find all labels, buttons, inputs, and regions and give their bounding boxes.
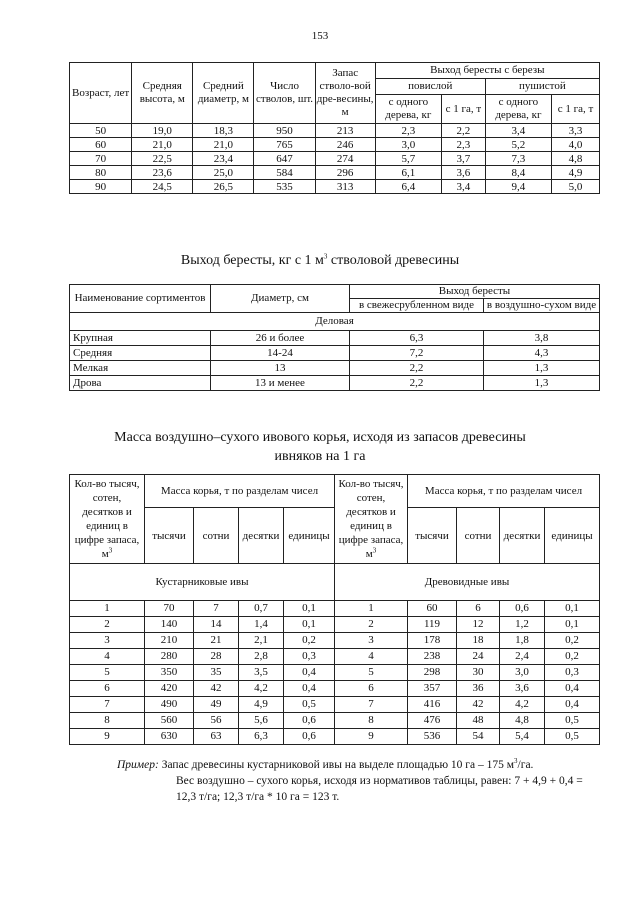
willow-bark-mass-table [69, 474, 600, 745]
cell: 6,3 [239, 729, 284, 745]
cell: 2,2 [350, 361, 484, 376]
cell: 48 [457, 713, 500, 729]
cell: 3,3 [552, 124, 600, 138]
cell: 0,7 [239, 601, 284, 617]
cell: 54 [457, 729, 500, 745]
cell: 3,0 [375, 138, 441, 152]
cell: 9,4 [485, 180, 551, 194]
cell: 416 [408, 697, 457, 713]
header-bark-output: Выход бересты [350, 285, 600, 299]
cell: 4,3 [484, 346, 600, 361]
section-tree-willows: Древовидные ивы [335, 564, 600, 601]
cell: 14 [194, 617, 239, 633]
cell: 1 [70, 601, 145, 617]
cell: 23,6 [132, 166, 193, 180]
table-row [70, 697, 600, 713]
table-row [70, 681, 600, 697]
cell: 3,5 [239, 665, 284, 681]
cell: 2,8 [239, 649, 284, 665]
table-row [70, 376, 600, 391]
table-row [70, 361, 600, 376]
cell: 1,8 [500, 633, 545, 649]
cell: 7 [335, 697, 408, 713]
cell: 7,3 [485, 152, 551, 166]
section-title-willow-bark [0, 428, 640, 466]
bark-output-by-assortment-table [69, 284, 600, 391]
cell: 50 [70, 124, 132, 138]
title-line: ивняков на 1 га [274, 449, 366, 464]
table-row [70, 152, 600, 166]
cell: 49 [194, 697, 239, 713]
cell: 4,0 [552, 138, 600, 152]
header-thousands: тысячи [408, 508, 457, 564]
header-age: Возраст, лет [70, 63, 132, 124]
title-superscript: 3 [323, 252, 328, 261]
cell: 213 [315, 124, 375, 138]
table-row [70, 166, 600, 180]
table-row [70, 346, 600, 361]
table-row [70, 180, 600, 194]
table-row [70, 331, 600, 346]
header-per-ha: с 1 га, т [552, 95, 600, 124]
cell: 3,8 [484, 331, 600, 346]
header-per-tree: с одного дерева, кг [485, 95, 551, 124]
table-row [70, 124, 600, 138]
cell: 25,0 [193, 166, 254, 180]
cell: 3,0 [500, 665, 545, 681]
cell: 4,9 [239, 697, 284, 713]
cell: Мелкая [70, 361, 211, 376]
cell: 26 и более [211, 331, 350, 346]
cell: 42 [457, 697, 500, 713]
cell: 24,5 [132, 180, 193, 194]
cell: 9 [335, 729, 408, 745]
header-tens: десятки [500, 508, 545, 564]
cell: 21,0 [132, 138, 193, 152]
cell: 60 [408, 601, 457, 617]
cell: 476 [408, 713, 457, 729]
cell: 7 [70, 697, 145, 713]
cell: 584 [254, 166, 315, 180]
header-dry: в воздушно-сухом виде [484, 299, 600, 313]
note-label: Пример: [117, 759, 159, 771]
cell: 5,0 [552, 180, 600, 194]
cell: 6,3 [350, 331, 484, 346]
cell: 9 [70, 729, 145, 745]
cell: 535 [254, 180, 315, 194]
cell: 630 [145, 729, 194, 745]
cell: 2 [335, 617, 408, 633]
cell: 6 [335, 681, 408, 697]
cell: 0,1 [545, 617, 600, 633]
cell: 4,9 [552, 166, 600, 180]
cell: 70 [70, 152, 132, 166]
cell: 0,4 [284, 681, 335, 697]
cell: Дрова [70, 376, 211, 391]
header-text: Кол-во тысяч, сотен, десятков и единиц в цифре запаса, м [74, 478, 140, 560]
header-mass: Масса корья, т по разделам чисел [145, 475, 335, 508]
title-line: Масса воздушно–сухого ивового корья, исходя из запасов древесины [114, 430, 526, 445]
cell: 0,5 [545, 729, 600, 745]
header-mass: Масса корья, т по разделам чисел [408, 475, 600, 508]
cell: 0,4 [284, 665, 335, 681]
cell: Крупная [70, 331, 211, 346]
header-diameter-cm: Диаметр, см [211, 285, 350, 313]
cell: 7 [194, 601, 239, 617]
cell: 0,2 [284, 633, 335, 649]
cell: 5,6 [239, 713, 284, 729]
header-superscript: 3 [108, 546, 113, 555]
example-note [117, 757, 597, 805]
title-part: стволовой древесины [327, 253, 460, 268]
cell: 8 [70, 713, 145, 729]
cell: 21,0 [193, 138, 254, 152]
cell: 13 и менее [211, 376, 350, 391]
cell: 238 [408, 649, 457, 665]
note-text: Вес воздушно – сухого корья, исходя из нормативов таблицы, равен: 7 + 4,9 + 0,4 = 12,3 т/га; 12,3 т/га * 10 га = 123 т. [176, 775, 583, 803]
cell: 274 [315, 152, 375, 166]
cell: 296 [315, 166, 375, 180]
cell: 1,4 [239, 617, 284, 633]
header-fresh: в свежесрубленном виде [350, 299, 484, 313]
header-assortment-name: Наименование сортиментов [70, 285, 211, 313]
header-povisloy: повислой [375, 79, 485, 95]
table-row [70, 665, 600, 681]
cell: 3 [335, 633, 408, 649]
cell: 3 [70, 633, 145, 649]
cell: 4,8 [500, 713, 545, 729]
cell: 7,2 [350, 346, 484, 361]
cell: 5,4 [500, 729, 545, 745]
cell: 3,4 [485, 124, 551, 138]
table-row [70, 601, 600, 617]
cell: 5 [335, 665, 408, 681]
cell: 1,3 [484, 361, 600, 376]
cell: 4,2 [500, 697, 545, 713]
cell: 21 [194, 633, 239, 649]
cell: 0,6 [284, 729, 335, 745]
cell: 6 [457, 601, 500, 617]
header-quantity [70, 475, 145, 564]
cell: 178 [408, 633, 457, 649]
cell: 2,3 [375, 124, 441, 138]
table-row [70, 713, 600, 729]
section-row-delovaya: Деловая [70, 313, 600, 331]
cell: 13 [211, 361, 350, 376]
cell: 0,5 [284, 697, 335, 713]
cell: 950 [254, 124, 315, 138]
cell: 5 [70, 665, 145, 681]
header-wood-stock: Запас стволо-вой дре-весины, м [315, 63, 375, 124]
cell: 298 [408, 665, 457, 681]
cell: 2,2 [441, 124, 485, 138]
cell: 26,5 [193, 180, 254, 194]
cell: 4 [335, 649, 408, 665]
cell: 24 [457, 649, 500, 665]
note-text: /га. [517, 759, 534, 771]
cell: 8 [335, 713, 408, 729]
table-row [70, 633, 600, 649]
cell: 2,3 [441, 138, 485, 152]
cell: 14-24 [211, 346, 350, 361]
header-hundreds: сотни [194, 508, 239, 564]
cell: 36 [457, 681, 500, 697]
header-height: Средняя высота, м [132, 63, 193, 124]
cell: 560 [145, 713, 194, 729]
cell: 42 [194, 681, 239, 697]
cell: 1 [335, 601, 408, 617]
cell: 63 [194, 729, 239, 745]
cell: 0,1 [545, 601, 600, 617]
header-text: Кол-во тысяч, сотен, десятков и единиц в цифре запаса, м [338, 478, 404, 560]
cell: 90 [70, 180, 132, 194]
cell: 4 [70, 649, 145, 665]
header-hundreds: сотни [457, 508, 500, 564]
cell: 0,3 [545, 665, 600, 681]
cell: 490 [145, 697, 194, 713]
header-units: единицы [545, 508, 600, 564]
cell: 5,2 [485, 138, 551, 152]
cell: 28 [194, 649, 239, 665]
section-shrub-willows: Кустарниковые ивы [70, 564, 335, 601]
header-quantity [335, 475, 408, 564]
note-superscript: 3 [514, 757, 518, 766]
cell: 0,4 [545, 681, 600, 697]
header-stem-count: Число стволов, шт. [254, 63, 315, 124]
cell: 0,3 [284, 649, 335, 665]
cell: 119 [408, 617, 457, 633]
cell: 2,2 [350, 376, 484, 391]
page-number: 153 [311, 30, 329, 42]
cell: 70 [145, 601, 194, 617]
cell: 210 [145, 633, 194, 649]
cell: 3,6 [441, 166, 485, 180]
cell: 4,8 [552, 152, 600, 166]
cell: Средняя [70, 346, 211, 361]
cell: 18,3 [193, 124, 254, 138]
header-pushistoy: пушистой [485, 79, 599, 95]
cell: 357 [408, 681, 457, 697]
cell: 140 [145, 617, 194, 633]
title-part: Выход бересты, кг с 1 м [180, 253, 324, 268]
birch-bark-yield-table [69, 62, 600, 194]
header-diameter: Средний диаметр, м [193, 63, 254, 124]
cell: 0,2 [545, 649, 600, 665]
cell: 56 [194, 713, 239, 729]
header-superscript: 3 [372, 546, 377, 555]
cell: 0,5 [545, 713, 600, 729]
cell: 313 [315, 180, 375, 194]
cell: 0,6 [500, 601, 545, 617]
cell: 3,6 [500, 681, 545, 697]
header-units: единицы [284, 508, 335, 564]
cell: 420 [145, 681, 194, 697]
cell: 60 [70, 138, 132, 152]
cell: 35 [194, 665, 239, 681]
cell: 350 [145, 665, 194, 681]
cell: 4,2 [239, 681, 284, 697]
cell: 30 [457, 665, 500, 681]
note-text: Запас древесины кустарниковой ивы на выделе площадью 10 га – 175 м [158, 759, 515, 771]
cell: 536 [408, 729, 457, 745]
cell: 1,3 [484, 376, 600, 391]
cell: 6 [70, 681, 145, 697]
cell: 280 [145, 649, 194, 665]
cell: 2,1 [239, 633, 284, 649]
cell: 2 [70, 617, 145, 633]
cell: 23,4 [193, 152, 254, 166]
cell: 12 [457, 617, 500, 633]
cell: 0,6 [284, 713, 335, 729]
cell: 3,4 [441, 180, 485, 194]
cell: 647 [254, 152, 315, 166]
cell: 80 [70, 166, 132, 180]
header-thousands: тысячи [145, 508, 194, 564]
cell: 2,4 [500, 649, 545, 665]
cell: 0,4 [545, 697, 600, 713]
cell: 3,7 [441, 152, 485, 166]
cell: 18 [457, 633, 500, 649]
cell: 0,2 [545, 633, 600, 649]
cell: 8,4 [485, 166, 551, 180]
table-row [70, 138, 600, 152]
cell: 0,1 [284, 601, 335, 617]
header-bark-output: Выход бересты с березы [375, 63, 599, 79]
table-row [70, 649, 600, 665]
cell: 0,1 [284, 617, 335, 633]
cell: 19,0 [132, 124, 193, 138]
cell: 246 [315, 138, 375, 152]
cell: 6,1 [375, 166, 441, 180]
cell: 6,4 [375, 180, 441, 194]
cell: 1,2 [500, 617, 545, 633]
table-row [70, 617, 600, 633]
cell: 22,5 [132, 152, 193, 166]
cell: 5,7 [375, 152, 441, 166]
section-title-bark-output [0, 253, 640, 269]
header-per-ha: с 1 га, т [441, 95, 485, 124]
cell: 765 [254, 138, 315, 152]
header-tens: десятки [239, 508, 284, 564]
header-per-tree: с одного дерева, кг [375, 95, 441, 124]
table-row [70, 729, 600, 745]
